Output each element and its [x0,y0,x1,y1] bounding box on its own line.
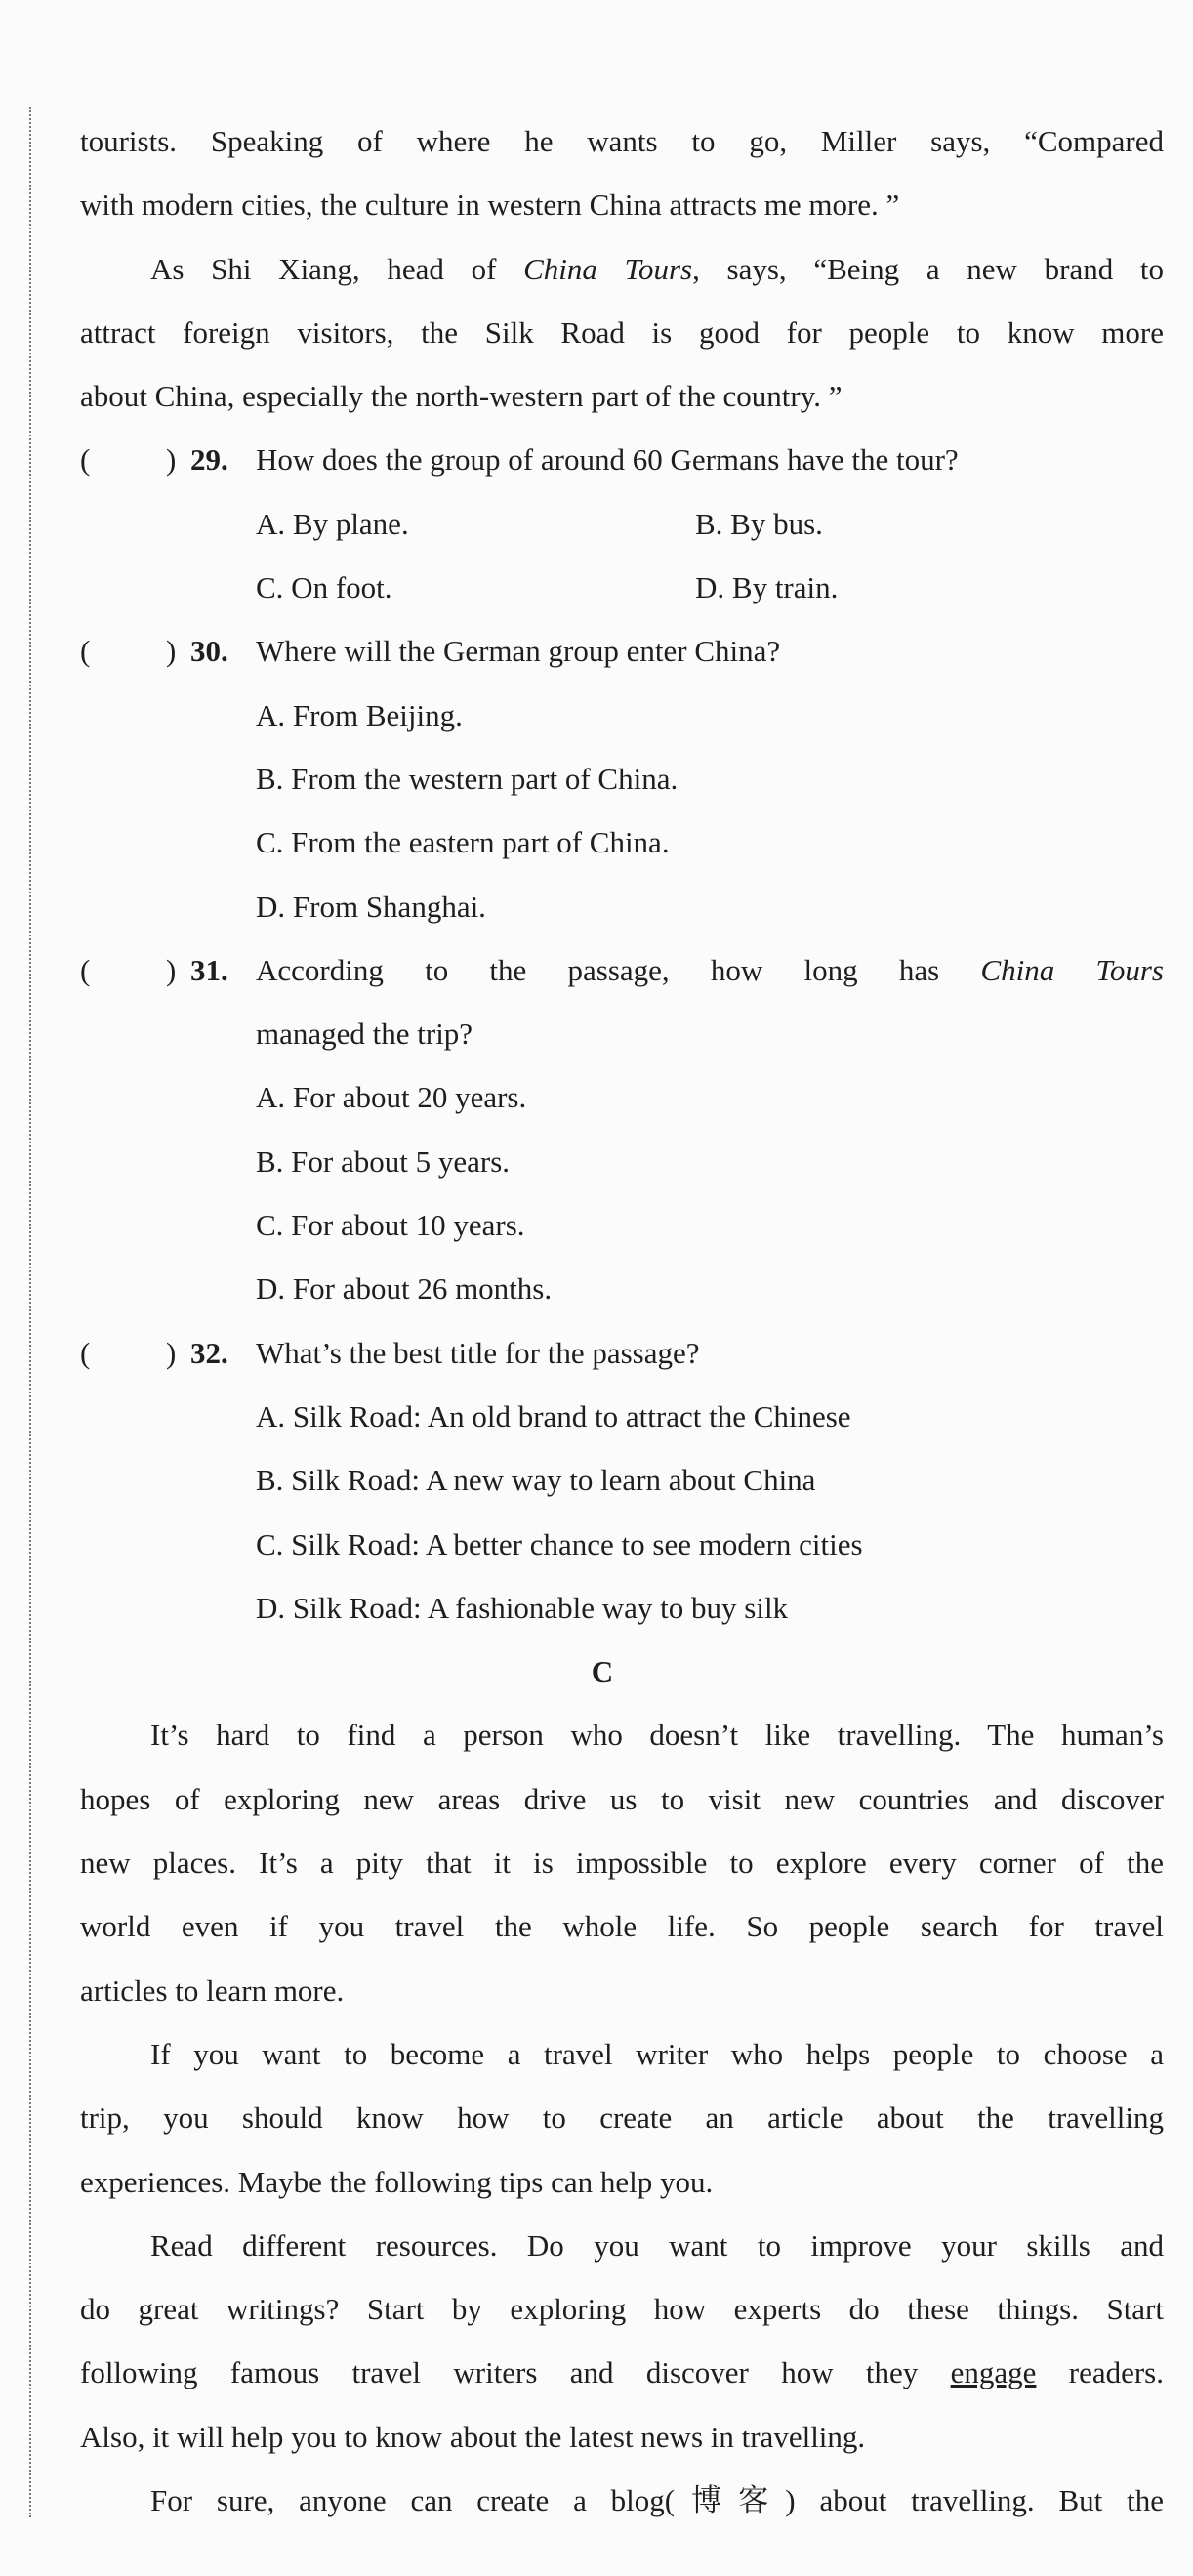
passage-line: As Shi Xiang, head of China Tours, says, “Being a new brand to [150,251,1164,286]
passage-line: following famous travel writers and discover how they engage readers. [80,2355,1164,2390]
passage-line: attract foreign visitors, the Silk Road is good for people to know more [80,314,1164,350]
option-a: A. Silk Road: An old brand to attract the Chinese [256,1398,851,1433]
passage-line: For sure, anyone can create a blog(博客) about travelling. But the [150,2482,1164,2517]
question-text-continued: managed the trip? [256,1017,473,1052]
option-d: D. From Shanghai. [256,889,486,924]
passage-line: experiences. Maybe the following tips can help you. [80,2164,714,2199]
answer-blank-close: ) [166,634,177,669]
question-text: How does the group of around 60 Germans have the tour? [256,442,959,478]
question-number: 31. [190,952,228,987]
section-heading: C [591,1654,614,1689]
option-c: C. From the eastern part of China. [256,825,670,860]
passage-line: do great writings? Start by exploring how experts do these things. Start [80,2292,1164,2327]
worksheet-page [80,109,1164,2532]
answer-blank-open[interactable]: ( [80,442,91,478]
question-text: According to the passage, how long has China Tours [256,952,1164,987]
option-a: A. For about 20 years. [256,1080,527,1115]
binding-margin-rule [29,107,31,2517]
answer-blank-open[interactable]: ( [80,634,91,669]
option-d: D. For about 26 months. [256,1271,553,1307]
passage-line: hopes of exploring new areas drive us to visit new countries and discover [80,1781,1164,1816]
answer-blank-open[interactable]: ( [80,952,91,987]
answer-blank-close: ) [166,442,177,478]
publication-name: China Tours [980,952,1164,987]
option-c: C. Silk Road: A better chance to see modern cities [256,1526,863,1561]
option-b: B. Silk Road: A new way to learn about China [256,1463,816,1498]
option-b: B. From the western part of China. [256,761,679,796]
answer-blank-open[interactable]: ( [80,1335,91,1370]
passage-line: If you want to become a travel writer who helps people to choose a [150,2036,1164,2071]
publication-name: China Tours [523,251,693,286]
option-a: A. From Beijing. [256,697,463,732]
option-row [80,556,1164,619]
question-text: What’s the best title for the passage? [256,1335,700,1370]
passage-line: trip, you should know how to create an article about the travelling [80,2100,1164,2136]
passage-line: articles to learn more. [80,1973,345,2008]
passage-line: tourists. Speaking of where he wants to go, Miller says, “Compared [80,124,1164,158]
passage-line: with modern cities, the culture in western China attracts me more. ” [80,187,900,223]
option-d: D. By train. [695,570,839,605]
question-text: Where will the German group enter China? [256,634,781,669]
answer-blank-close: ) [166,1335,177,1370]
passage-line: Also, it will help you to know about the latest news in travelling. [80,2419,866,2454]
option-c: C. For about 10 years. [256,1208,525,1243]
passage-line: new places. It’s a pity that it is impossible to explore every corner of the [80,1846,1164,1881]
question-31 [80,938,1164,1002]
option-b: B. For about 5 years. [256,1143,511,1179]
passage-line: about China, especially the north-western part of the country. ” [80,379,843,414]
option-row [80,492,1164,556]
passage-line: world even if you travel the whole life. So people search for travel [80,1909,1164,1944]
question-29 [80,428,1164,491]
passage-line: It’s hard to find a person who doesn’t like travelling. The human’s [150,1718,1164,1753]
underlined-word: engage [950,2355,1037,2390]
question-30 [80,619,1164,683]
option-c: C. On foot. [256,570,392,605]
question-number: 29. [190,442,228,478]
passage-line: Read different resources. Do you want to improve your skills and [150,2227,1164,2263]
question-32 [80,1321,1164,1385]
option-d: D. Silk Road: A fashionable way to buy silk [256,1590,789,1625]
question-number: 30. [190,634,228,669]
answer-blank-close: ) [166,952,177,987]
option-a: A. By plane. [256,506,409,541]
option-b: B. By bus. [695,506,823,541]
question-number: 32. [190,1335,228,1370]
